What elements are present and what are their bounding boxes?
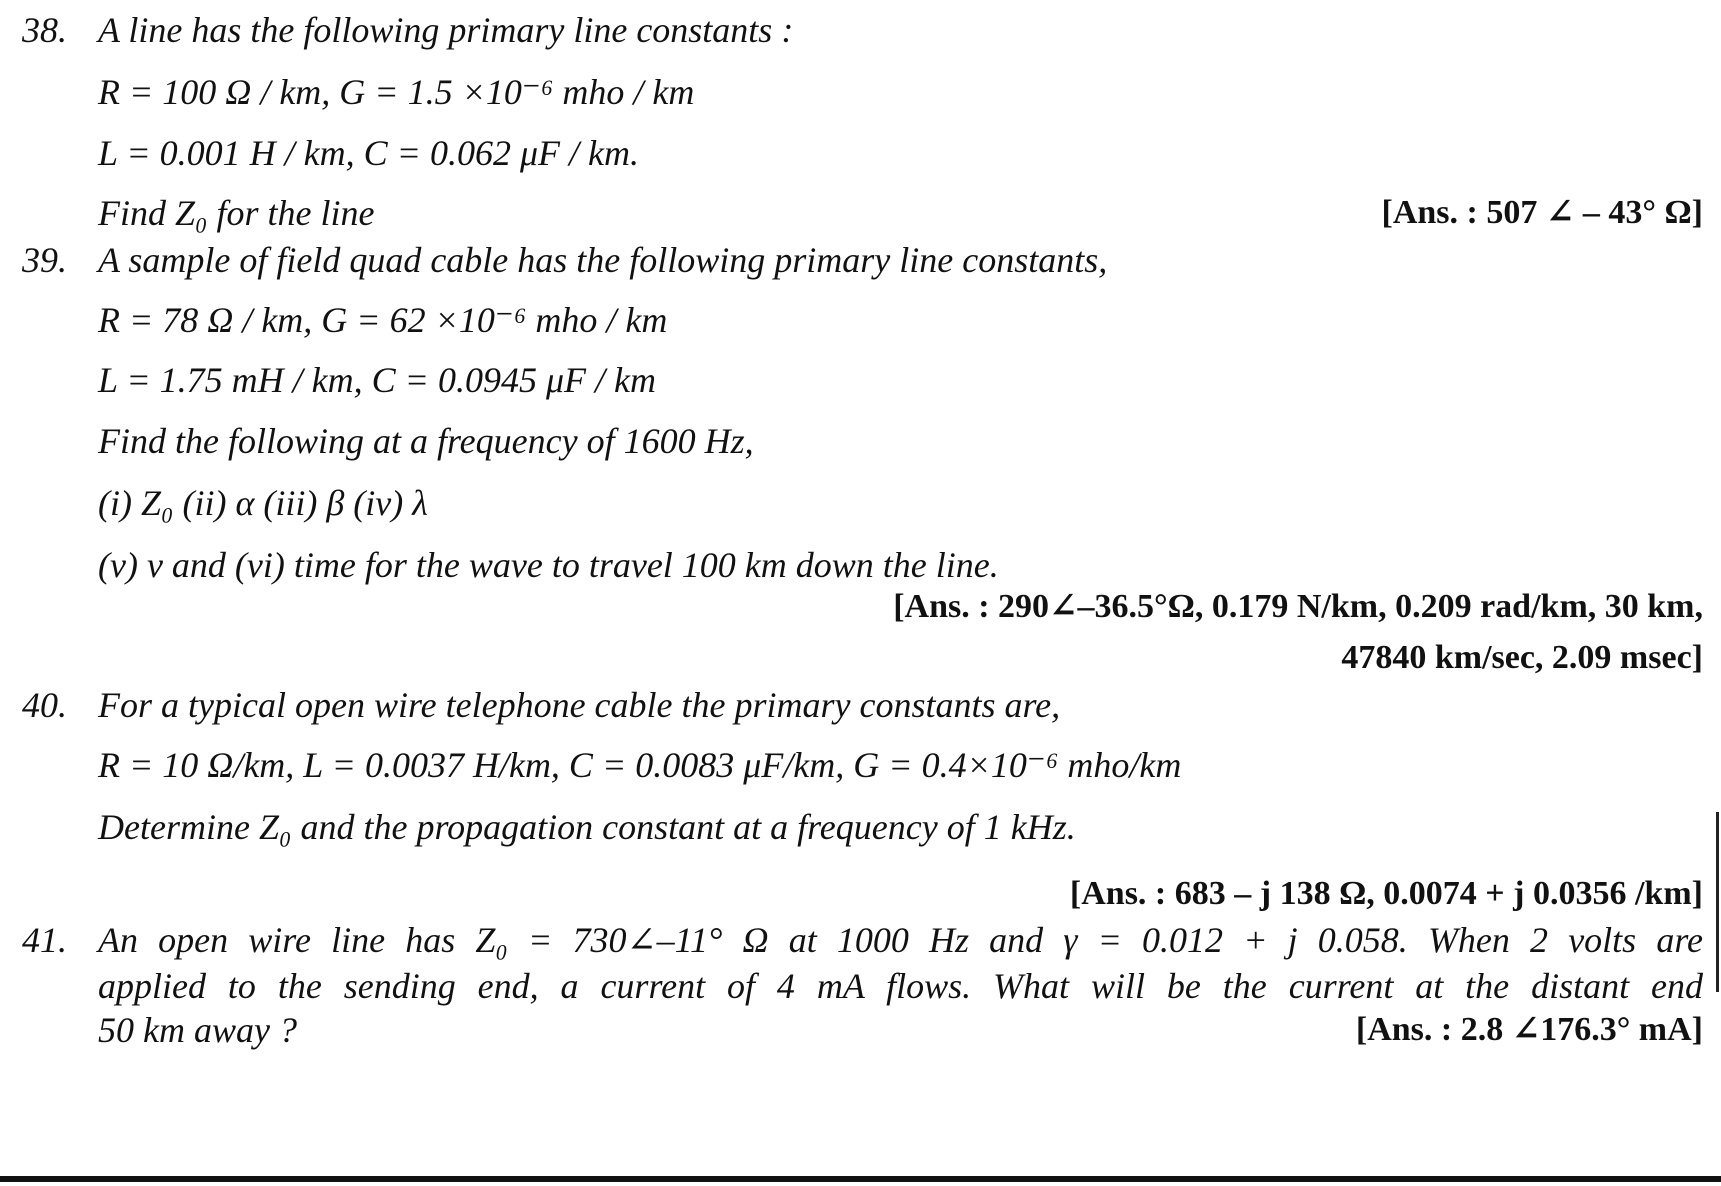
problem-39-answer-line-1: [Ans. : 290∠–36.5°Ω, 0.179 N/km, 0.209 rad/km, 30 km,	[893, 588, 1703, 625]
problem-41-statement-line-1: An open wire line has Z₀ = 730∠–11° Ω at 1000 Hz and γ = 0.012 + j 0.058. When 2 volts are	[98, 920, 1703, 960]
problem-38-constants-rg: R = 100 Ω / km, G = 1.5 ×10⁻⁶ mho / km	[98, 72, 695, 112]
problem-38-answer: [Ans. : 507 ∠ – 43° Ω]	[1381, 194, 1703, 231]
problem-39-parts-2: (v) v and (vi) time for the wave to travel 100 km down the line.	[98, 545, 999, 585]
problem-41-statement-line-3: 50 km away ?	[98, 1010, 297, 1050]
problem-38-statement: A line has the following primary line constants :	[98, 10, 794, 50]
problem-39-number: 39.	[22, 240, 67, 280]
right-margin-rule	[1716, 812, 1719, 992]
problem-39-constants-lc: L = 1.75 mH / km, C = 0.0945 μF / km	[98, 360, 656, 400]
problem-40-question: Determine Z₀ and the propagation constant at a frequency of 1 kHz.	[98, 807, 1076, 847]
problem-39-constants-rg: R = 78 Ω / km, G = 62 ×10⁻⁶ mho / km	[98, 300, 668, 340]
problem-39-frequency: Find the following at a frequency of 1600 Hz,	[98, 421, 754, 461]
problem-38-number: 38.	[22, 10, 67, 50]
problem-41-statement-line-2: applied to the sending end, a current of 4 mA flows. What will be the current at the distant end	[98, 966, 1703, 1006]
problem-39-parts-1: (i) Z₀ (ii) α (iii) β (iv) λ	[98, 483, 428, 523]
problem-40-number: 40.	[22, 685, 67, 725]
problem-39-answer-line-2: 47840 km/sec, 2.09 msec]	[1341, 639, 1703, 676]
problem-40-constants: R = 10 Ω/km, L = 0.0037 H/km, C = 0.0083 μF/km, G = 0.4×10⁻⁶ mho/km	[98, 745, 1182, 785]
problem-38-constants-lc: L = 0.001 H / km, C = 0.062 μF / km.	[98, 133, 639, 173]
problem-41-answer: [Ans. : 2.8 ∠176.3° mA]	[1355, 1011, 1703, 1048]
problem-41-number: 41.	[22, 920, 67, 960]
problem-40-statement: For a typical open wire telephone cable the primary constants are,	[98, 685, 1061, 725]
problem-40-answer: [Ans. : 683 – j 138 Ω, 0.0074 + j 0.0356 /km]	[1069, 875, 1703, 912]
problem-39-statement: A sample of field quad cable has the following primary line constants,	[98, 240, 1108, 280]
page-bottom-rule	[0, 1176, 1721, 1182]
problem-38-question: Find Z₀ for the line	[98, 193, 375, 233]
